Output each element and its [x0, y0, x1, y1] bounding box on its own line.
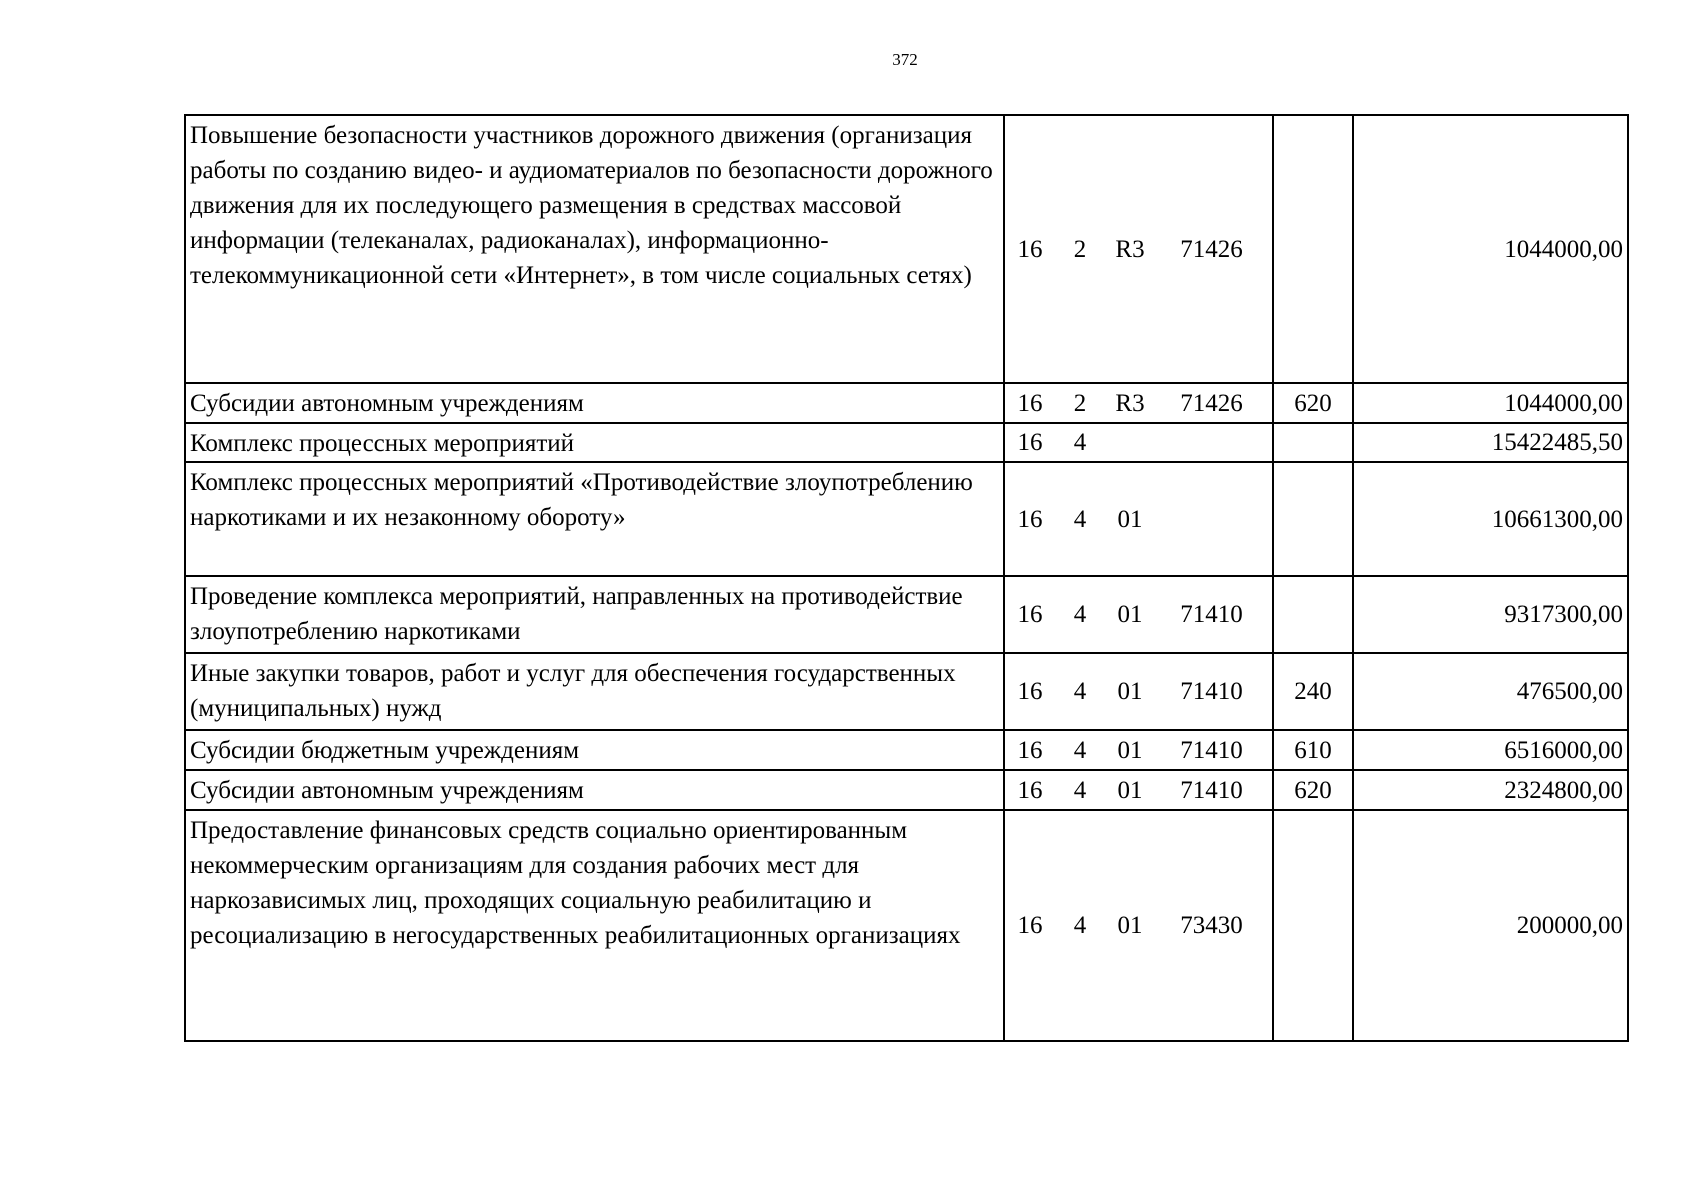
- program-code: 16: [1017, 429, 1043, 456]
- row-code: [1004, 653, 1273, 730]
- program-code: 16: [1017, 389, 1043, 417]
- row-amount: 9317300,00: [1353, 576, 1628, 653]
- expense-type-code: 610: [1273, 730, 1353, 770]
- expense-type-code: 620: [1273, 383, 1353, 423]
- main-event-code: 01: [1117, 678, 1143, 705]
- expense-type-code: [1273, 576, 1353, 653]
- table-row: [185, 462, 1628, 576]
- row-code: [1004, 730, 1273, 770]
- direction-code: 71410: [1180, 678, 1243, 705]
- table-row: [185, 770, 1628, 810]
- program-code: 16: [1017, 912, 1043, 939]
- main-event-code: R3: [1115, 389, 1145, 417]
- direction-code: 73430: [1180, 912, 1243, 939]
- budget-table: [184, 114, 1629, 1042]
- expense-type-code: [1273, 115, 1353, 383]
- row-name: Комплекс процессных мероприятий: [185, 423, 1004, 462]
- program-code: 16: [1017, 678, 1043, 705]
- program-code: 16: [1017, 505, 1043, 533]
- direction-code: 71410: [1180, 736, 1243, 764]
- expense-type-code: [1273, 462, 1353, 576]
- program-code: 16: [1017, 235, 1043, 263]
- program-code: 16: [1017, 776, 1043, 804]
- program-code: 16: [1017, 736, 1043, 764]
- main-event-code: R3: [1115, 235, 1145, 263]
- row-name: Иные закупки товаров, работ и услуг для обеспечения государственных (муниципальных) нужд: [185, 653, 1004, 730]
- row-code: [1004, 115, 1273, 383]
- row-name: Комплекс процессных мероприятий «Противодействие злоупотреблению наркотиками и их незаконному обороту»: [185, 462, 1004, 576]
- row-code: [1004, 423, 1273, 462]
- table-row: [185, 115, 1628, 383]
- row-amount: 1044000,00: [1353, 383, 1628, 423]
- main-event-code: 01: [1117, 601, 1143, 628]
- subprogram-code: 4: [1073, 678, 1087, 705]
- row-code: [1004, 810, 1273, 1041]
- table-row: [185, 653, 1628, 730]
- subprogram-code: 4: [1073, 429, 1087, 456]
- row-amount: 1044000,00: [1353, 115, 1628, 383]
- row-amount: 476500,00: [1353, 653, 1628, 730]
- subprogram-code: 2: [1073, 235, 1087, 263]
- table-row: [185, 423, 1628, 462]
- direction-code: 71426: [1180, 389, 1243, 417]
- subprogram-code: 4: [1073, 505, 1087, 533]
- direction-code: 71426: [1180, 235, 1243, 263]
- row-code: [1004, 383, 1273, 423]
- subprogram-code: 4: [1073, 601, 1087, 628]
- row-amount: 6516000,00: [1353, 730, 1628, 770]
- direction-code: 71410: [1180, 776, 1243, 804]
- table-row: [185, 383, 1628, 423]
- row-amount: 10661300,00: [1353, 462, 1628, 576]
- row-code: [1004, 462, 1273, 576]
- table-row: [185, 576, 1628, 653]
- expense-type-code: 240: [1273, 653, 1353, 730]
- program-code: 16: [1017, 601, 1043, 628]
- expense-type-code: 620: [1273, 770, 1353, 810]
- main-event-code: 01: [1117, 736, 1143, 764]
- row-code: [1004, 576, 1273, 653]
- expense-type-code: [1273, 810, 1353, 1041]
- row-name: Повышение безопасности участников дорожного движения (организация работы по созданию видео- и аудиоматериалов по безопасности дорожного движения для их последующего размещения в средствах массовой информации (телеканалах, радиоканалах), информационно-телекоммуникационной сети «Интернет», в том числе социальных сетях): [185, 115, 1004, 383]
- subprogram-code: 4: [1073, 776, 1087, 804]
- subprogram-code: 4: [1073, 736, 1087, 764]
- row-name: Субсидии автономным учреждениям: [185, 770, 1004, 810]
- row-name: Проведение комплекса мероприятий, направленных на противодействие злоупотреблению наркотиками: [185, 576, 1004, 653]
- subprogram-code: 4: [1073, 912, 1087, 939]
- main-event-code: 01: [1117, 776, 1143, 804]
- table-row: [185, 730, 1628, 770]
- row-amount: 200000,00: [1353, 810, 1628, 1041]
- main-event-code: 01: [1117, 912, 1143, 939]
- subprogram-code: 2: [1073, 389, 1087, 417]
- row-amount: 2324800,00: [1353, 770, 1628, 810]
- row-name: Субсидии автономным учреждениям: [185, 383, 1004, 423]
- row-code: [1004, 770, 1273, 810]
- page-number: 372: [892, 50, 918, 69]
- direction-code: 71410: [1180, 601, 1243, 628]
- row-name: Субсидии бюджетным учреждениям: [185, 730, 1004, 770]
- table-row: [185, 810, 1628, 1041]
- expense-type-code: [1273, 423, 1353, 462]
- main-event-code: 01: [1117, 505, 1143, 533]
- row-amount: 15422485,50: [1353, 423, 1628, 462]
- row-name: Предоставление финансовых средств социально ориентированным некоммерческим организациям для создания рабочих мест для наркозависимых лиц, проходящих социальную реабилитацию и ресоциализацию в негосударственных реабилитационных организациях: [185, 810, 1004, 1041]
